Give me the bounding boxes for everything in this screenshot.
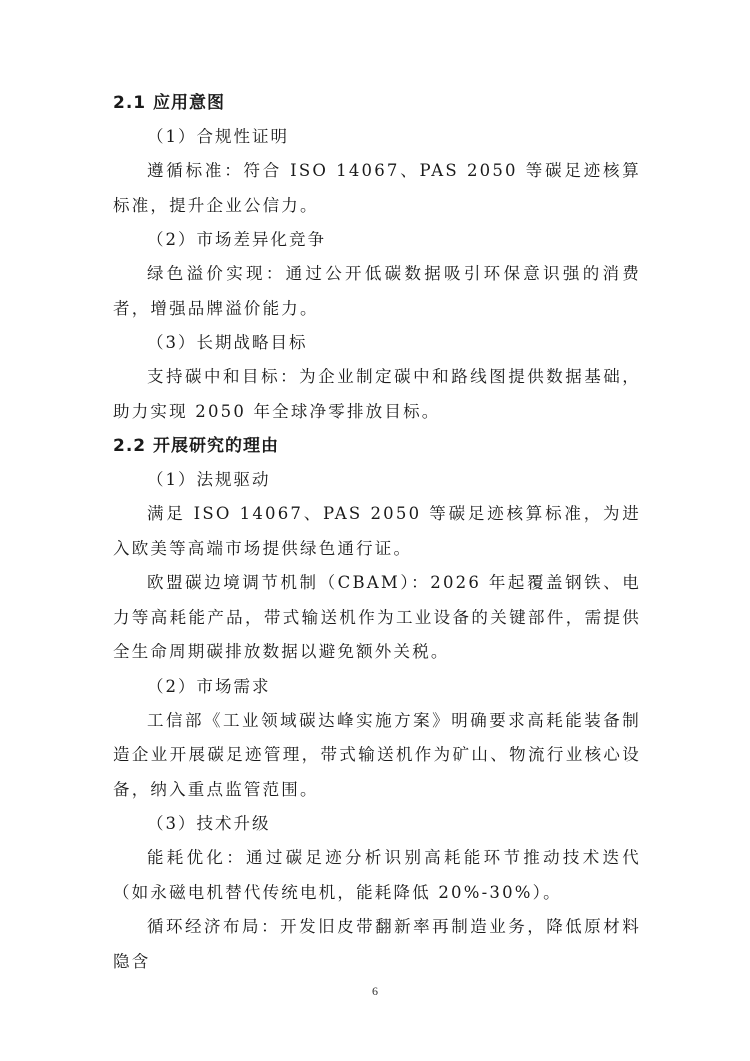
- paragraph: 工信部《工业领域碳达峰实施方案》明确要求高耗能装备制造企业开展碳足迹管理，带式输送机作为矿山、物流行业核心设备，纳入重点监管范围。: [113, 710, 641, 799]
- subheading-market-differentiation: （2）市场差异化竞争: [147, 230, 326, 249]
- paragraph: 遵循标准：符合 ISO 14067、PAS 2050 等碳足迹核算标准，提升企业公信力。: [113, 161, 641, 215]
- paragraph: 欧盟碳边境调节机制（CBAM）：2026 年起覆盖钢铁、电力等高耗能产品，带式输送机作为工业设备的关键部件，需提供全生命周期碳排放数据以避免额外关税。: [113, 573, 641, 661]
- page-number: 6: [372, 984, 378, 998]
- document-page: [113, 86, 641, 979]
- subheading-market-demand: （2）市场需求: [147, 676, 271, 696]
- paragraph: 能耗优化：通过碳足迹分析识别高耗能环节推动技术迭代（如永磁电机替代传统电机，能耗降低 20%-30%）。: [113, 848, 641, 902]
- subheading-regulation: （1）法规驱动: [147, 470, 271, 489]
- paragraph: 绿色溢价实现：通过公开低碳数据吸引环保意识强的消费者，增强品牌溢价能力。: [113, 264, 641, 318]
- subheading-tech-upgrade: （3）技术升级: [147, 814, 271, 833]
- section-heading-2-1: 2.1 应用意图: [113, 93, 226, 113]
- paragraph: 满足 ISO 14067、PAS 2050 等碳足迹核算标准，为进入欧美等高端市场提供绿色通行证。: [113, 504, 641, 558]
- subheading-long-term-strategy: （3）长期战略目标: [147, 333, 308, 352]
- section-heading-2-2: 2.2 开展研究的理由: [113, 436, 280, 456]
- paragraph: 支持碳中和目标：为企业制定碳中和路线图提供数据基础，助力实现 2050 年全球净零排放目标。: [113, 367, 641, 421]
- paragraph: 循环经济布局：开发旧皮带翻新率再制造业务，降低原材料隐含: [113, 917, 641, 971]
- subheading-compliance: （1）合规性证明: [147, 127, 289, 146]
